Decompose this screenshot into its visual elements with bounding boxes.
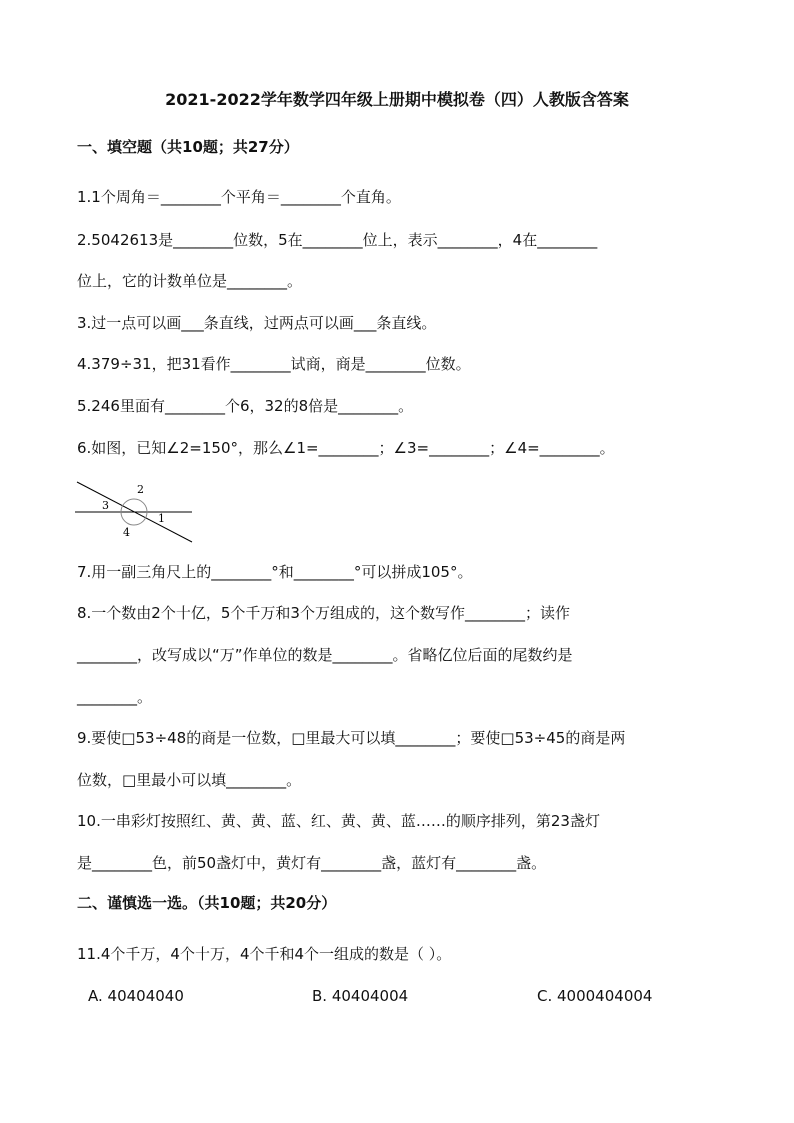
angle-label-1: 1	[158, 512, 165, 525]
question-8-line-3: ________。	[77, 688, 153, 706]
section-heading-fill-in: 一、填空题（共10题；共27分）	[77, 138, 299, 156]
question-8-line-2: ________，改写成以“万”作单位的数是________。省略亿位后面的尾数约是	[77, 646, 573, 664]
angle-label-3: 3	[102, 499, 109, 512]
question-10-line-2: 是________色，前50盏灯中，黄灯有________盏，蓝灯有________盏。	[77, 854, 547, 872]
question-5: 5.246里面有________个6，32的8倍是________。	[77, 397, 414, 415]
question-9-line-2: 位数，□里最小可以填________。	[77, 771, 302, 789]
question-3: 3.过一点可以画___条直线，过两点可以画___条直线。	[77, 314, 437, 332]
section-heading-multiple-choice: 二、谨慎选一选。（共10题；共20分）	[77, 894, 337, 912]
question-11-option-c: C. 4000404004	[537, 987, 653, 1005]
question-1: 1.1个周角＝________个平角＝________个直角。	[77, 188, 401, 206]
question-6: 6.如图，已知∠2=150°，那么∠1=________；∠3=________；∠4=________。	[77, 439, 615, 457]
angle-label-2: 2	[137, 483, 144, 496]
question-4: 4.379÷31，把31看作________试商，商是________位数。	[77, 355, 471, 373]
page-title: 2021-2022学年数学四年级上册期中模拟卷（四）人教版含答案	[165, 90, 629, 109]
angle-label-4: 4	[123, 526, 130, 539]
question-7: 7.用一副三角尺上的________°和________°可以拼成105°。	[77, 563, 473, 581]
angle-figure	[72, 476, 202, 546]
question-9-line-1: 9.要使□53÷48的商是一位数，□里最大可以填________；要使□53÷45的商是两	[77, 729, 626, 747]
question-2-line-2: 位上，它的计数单位是________。	[77, 272, 303, 290]
question-11: 11.4个千万，4个十万，4个千和4个一组成的数是（ ）。	[77, 945, 452, 963]
question-10-line-1: 10.一串彩灯按照红、黄、黄、蓝、红、黄、黄、蓝……的顺序排列，第23盏灯	[77, 812, 600, 830]
question-8-line-1: 8.一个数由2个十亿，5个千万和3个万组成的，这个数写作________；读作	[77, 604, 570, 622]
question-11-option-b: B. 40404004	[312, 987, 409, 1005]
question-11-option-a: A. 40404040	[88, 987, 184, 1005]
question-2-line-1: 2.5042613是________位数，5在________位上，表示________，4在________	[77, 231, 598, 249]
